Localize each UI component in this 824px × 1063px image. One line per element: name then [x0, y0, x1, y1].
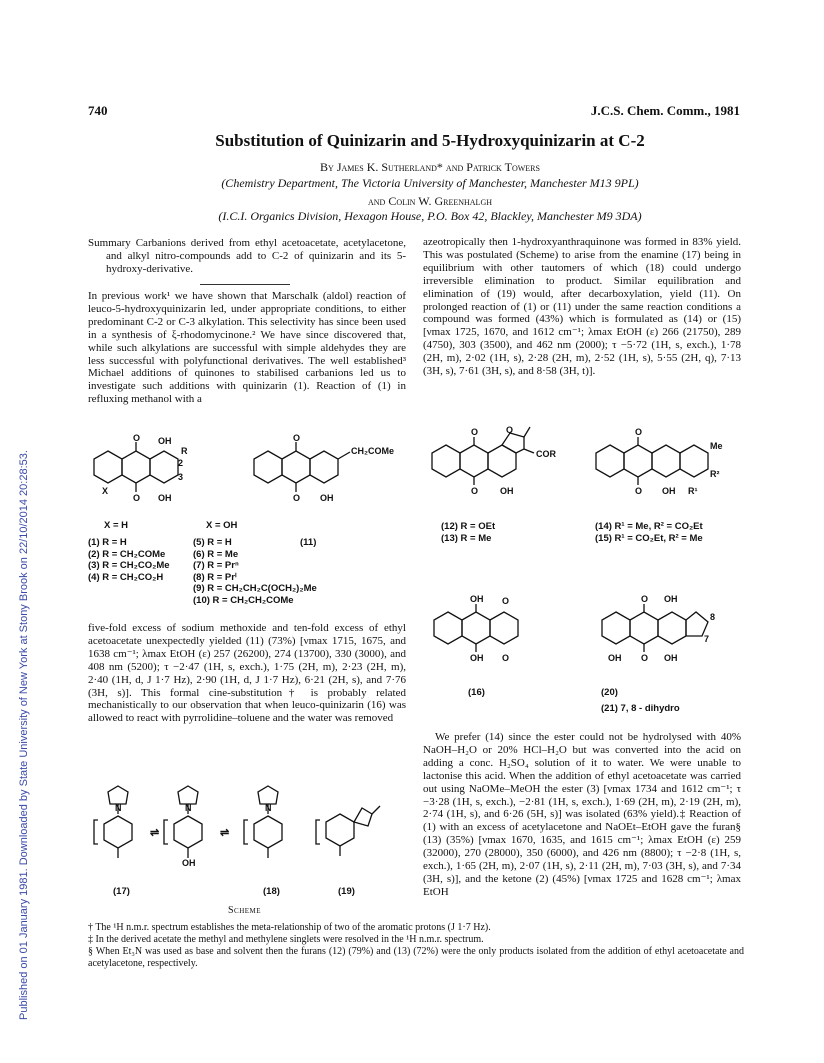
compound-21-label: (21) 7, 8 - dihydro [601, 703, 680, 714]
compound-label: (1) R = H [88, 537, 127, 548]
svg-text:X: X [102, 486, 109, 496]
svg-text:O: O [635, 427, 643, 437]
journal-header: J.C.S. Chem. Comm., 1981 [590, 103, 740, 118]
compound-20-label: (20) [601, 687, 618, 698]
compound-19-label: (19) [338, 886, 355, 897]
svg-text:7: 7 [704, 634, 710, 644]
right-column-text-1: azeotropically then 1-hydroxyanthraquinone was formed in 83% yield. This was postulated (Scheme) to arise from the enamine (17) being in equilibrium with other tautomers of which (18) could undergo irreversible elimination to product. Similar equilibration and elimination of (19) would, after decarboxylation, yield (11). On prolonged reaction of (1) or (11) under the same reaction conditions a compound was formed (43%) which is formulated as (14) or (15) [νmax 1725, 1670, and 1612 cm⁻¹; λmax EtOH (ε) 266 (21750), 289 (4750), 303 (3500), and 462 nm (2000); τ −5·72 (1H, s, exch.), 1·78 (2H, m), 2·02 (1H, s), 2·28 (2H, m), 2·52 (1H, s), 5·55 (2H, q), 7·13 (3H, s), 7·61 (3H, s), and 8·58 (3H, t)]. [423, 236, 741, 378]
svg-text:3: 3 [178, 472, 184, 482]
svg-text:8: 8 [710, 612, 716, 622]
authors-line-2: and Colin W. Greenhalgh [368, 194, 492, 208]
affiliation-1: (Chemistry Department, The Victoria University of Manchester, Manchester M13 9PL) [221, 176, 639, 190]
tautomer-middle [164, 786, 202, 868]
svg-text:O: O [133, 493, 141, 503]
leuco-quinizarin-16 [434, 594, 518, 663]
compound-label: (13) R = Me [441, 532, 492, 544]
left-column-text-2: five-fold excess of sodium methoxide and ten-fold excess of ethyl acetoacetate unexpectedly yielded (11) (73%) [νmax 1715, 1675, and 1638 cm⁻¹; λmax EtOH (ε) 257 (26200), 274 (13700), 330 (3000), and 408 nm (5200); τ −2·47 (1H, s, exch.), 1·75 (2H, m), 2·23 (2H, m), 2·40 (1H, d, J 1·7 Hz), 2·90 (1H, d, J 1·7 Hz), 6·21 (2H, s), and 7·76 (3H, s)]. This formal cine-substitution† is probably related mechanistically to our observation that when leuco-quinizarin (16) was allowed to react with pyrrolidine–toluene and the water was removed [88, 622, 406, 725]
svg-text:OH: OH [500, 486, 514, 496]
compound-label: (9) R = CH₂CH₂C(OCH₂)₂Me [193, 583, 317, 594]
leuco-and-fused-structures [430, 592, 740, 672]
compound-11-label: (11) [300, 537, 317, 548]
furan-12-13 [432, 425, 557, 496]
compound-labels-5-10 [193, 537, 317, 606]
svg-text:OH: OH [182, 858, 196, 868]
compound-label: (8) R = Prⁱ [193, 571, 237, 583]
svg-text:R²: R² [710, 469, 720, 479]
page-number: 740 [88, 103, 108, 118]
svg-text:OH: OH [664, 653, 678, 663]
svg-text:O: O [502, 653, 510, 663]
compound-14-15 [596, 427, 723, 496]
svg-text:COR: COR [536, 449, 556, 459]
svg-text:OH: OH [158, 436, 172, 446]
tautomer-18 [244, 786, 282, 858]
svg-text:N: N [265, 803, 272, 813]
svg-text:2: 2 [178, 458, 184, 468]
compound-17-label: (17) [113, 886, 130, 897]
svg-text:N: N [115, 803, 122, 813]
authors-line-1: By James K. Sutherland* and Patrick Towers [320, 160, 540, 174]
quinizarin-structure [94, 433, 188, 503]
enamine-17 [94, 786, 132, 858]
compound-labels-1-4 [88, 537, 170, 583]
svg-text:O: O [502, 596, 510, 606]
footnote-section: § When Et₃N was used as base and solvent then the furans (12) (79%) and (13) (72%) were the only products isolated from the addition of ethyl acetoacetate and acetylacetone, respectively. [88, 946, 744, 969]
svg-text:⇌: ⇌ [220, 827, 230, 839]
svg-text:OH: OH [664, 594, 678, 604]
summary: Summary Carbanions derived from ethyl acetoacetate, acetylacetone, and alkyl nitro-compounds add to C-2 of quinizarin and its 5-hydroxy-derivative. [88, 237, 406, 275]
svg-text:OH: OH [662, 486, 676, 496]
compound-label: (3) R = CH₂CO₂Me [88, 560, 170, 571]
svg-text:CH₂COMe: CH₂COMe [351, 446, 395, 456]
compound-label: (4) R = CH₂CO₂H [88, 571, 164, 583]
footnote-dagger: † The ¹H n.m.r. spectrum establishes the meta-relationship of two of the aromatic protons (J 1·7 Hz). [88, 922, 491, 933]
compounds-12-13-labels [441, 521, 495, 544]
svg-text:R: R [181, 446, 188, 456]
download-watermark: Published on 01 January 1981. Downloaded by State University of New York at Stony Brook on 22/10/2014 20:28:53. [18, 450, 30, 1020]
svg-text:R¹: R¹ [688, 486, 698, 496]
svg-text:O: O [641, 653, 649, 663]
compound-label: (5) R = H [193, 537, 232, 548]
furan-and-ester-structures [430, 425, 740, 510]
reaction-scheme [100, 778, 400, 898]
svg-text:O: O [641, 594, 649, 604]
compounds-14-15-labels [595, 521, 703, 544]
svg-text:OH: OH [470, 653, 484, 663]
svg-text:OH: OH [470, 594, 484, 604]
x-eq-h-label: X = H [104, 520, 129, 531]
svg-text:OH: OH [158, 493, 172, 503]
svg-text:N: N [185, 803, 192, 813]
compound-label: (6) R = Me [193, 548, 239, 560]
right-column-text-2: We prefer (14) since the ester could not be hydrolysed with 40% NaOH–H₂O or 20% HCl–H₂O but was converted into the acid on adding a conc. H₂SO₄ solution of it to water. We were unable to lactonise this acid. When the addition of ethyl acetoacetate was carried out using NaOMe–MeOH the ester (3) [νmax 1734 and 1612 cm⁻¹; τ −3·28 (1H, s, exch.), −2·81 (1H, s, exch.), 1·69 (2H, m), 2·19 (2H, m), 2·74 (1H, s), and 6·26 (5H, s)] was isolated (63% yield).‡ Reaction of (1) with an excess of acetylacetone and NaOEt–EtOH gave the furan§ (13) (35%) [νmax 1670, 1635, and 1615 cm⁻¹; λmax EtOH (ε) 259 (32000), 270 (28000), 350 (6000), and 426 nm (8800); τ −2·8 (1H, s, exch.), 1·65 (2H, m), 2·07 (1H, s), 2·11 (2H, m), 7·03 (3H, s), and 7·34 (3H, s)], and the ketone (2) (45%) [νmax 1725 and 1628 cm⁻¹; λmax EtOH [423, 731, 741, 898]
x-eq-oh-label: X = OH [206, 520, 238, 531]
scheme-caption: Scheme [228, 905, 262, 916]
summary-rule [200, 284, 290, 285]
svg-text:OH: OH [320, 493, 334, 503]
svg-text:O: O [293, 433, 301, 443]
affiliation-2: (I.C.I. Organics Division, Hexagon House, P.O. Box 42, Blackley, Manchester M9 3DA) [218, 209, 642, 223]
left-column-text-1: In previous work¹ we have shown that Marschalk (aldol) reaction of leuco-5-hydroxyquinizarin led, under appropriate conditions, to either predominant C-2 or C-3 alkylation. This selectivity has since been used in a synthesis of ξ-rhodomycinone.² We have since discovered that, while such alkylations are successful with simple aldehydes they are less successful with polyfunctional derivatives. The well established³ Michael additions of quinones to stabilised carbanions led us to investigate such additions with quinizarin (1). Reaction of (1) in refluxing methanol with a [88, 290, 406, 406]
paper-title: Substitution of Quinizarin and 5-Hydroxyquinizarin at C-2 [215, 131, 645, 150]
compound-label: (15) R¹ = CO₂Et, R² = Me [595, 532, 703, 544]
footnote-double-dagger: ‡ In the derived acetate the methyl and methylene singlets were resolved in the ¹H n.m.r. spectrum. [88, 934, 484, 945]
compound-18-label: (18) [263, 886, 280, 897]
compound-11-structure [254, 433, 394, 503]
svg-text:O: O [506, 425, 514, 435]
svg-text:Me: Me [710, 441, 723, 451]
svg-text:O: O [293, 493, 301, 503]
compound-label: (12) R = OEt [441, 521, 496, 532]
compound-label: (2) R = CH₂COMe [88, 548, 166, 560]
compound-label: (10) R = CH₂CH₂COMe [193, 594, 294, 606]
compound-16-label: (16) [468, 687, 485, 698]
svg-text:O: O [133, 433, 141, 443]
svg-text:OH: OH [608, 653, 622, 663]
compound-20-21 [602, 594, 715, 663]
svg-text:O: O [635, 486, 643, 496]
svg-text:⇌: ⇌ [150, 827, 160, 839]
compound-label: (7) R = Prⁿ [193, 560, 239, 571]
compound-label: (14) R¹ = Me, R² = CO₂Et [595, 521, 703, 532]
lactone-19 [316, 806, 380, 856]
footnotes [88, 922, 744, 970]
anthraquinone-structures-left [88, 433, 408, 516]
svg-text:O: O [471, 486, 479, 496]
svg-text:O: O [471, 427, 479, 437]
